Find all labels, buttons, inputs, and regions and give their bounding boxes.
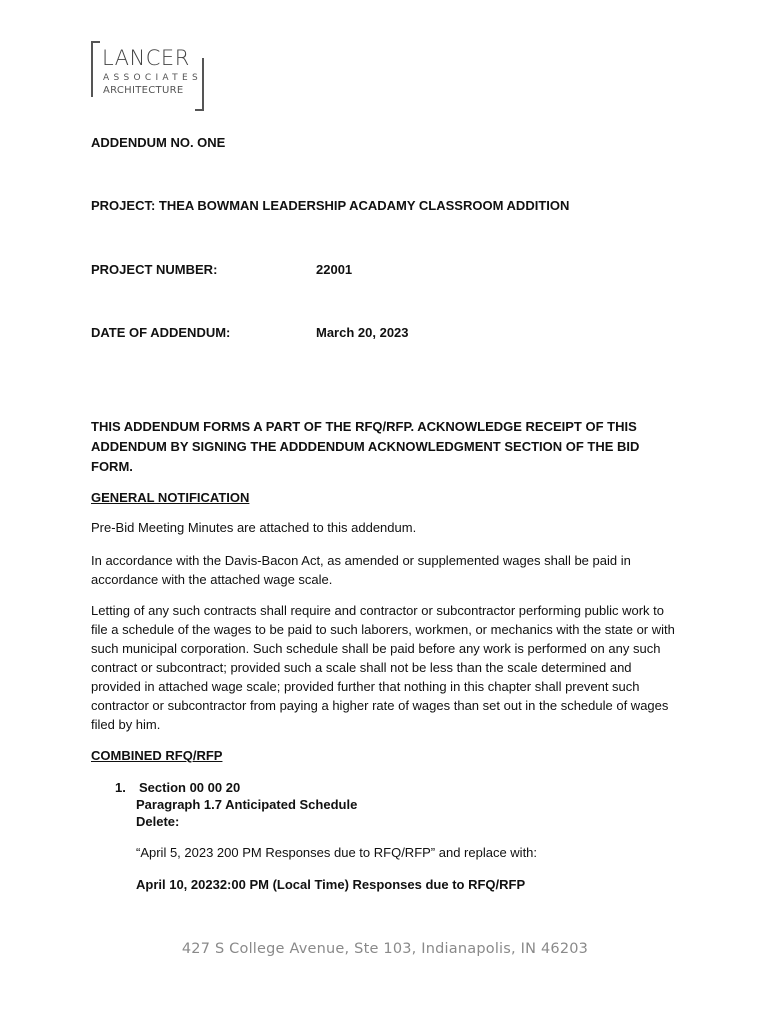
item-1-action: Delete: [136,814,180,829]
combined-rfq-rfp-heading: COMBINED RFQ/RFP [91,748,223,763]
general-notification-p2: In accordance with the Davis-Bacon Act, as amended or supplemented wages shall be paid in accordance with the attached wage scale. [91,553,631,587]
project-line: PROJECT: THEA BOWMAN LEADERSHIP ACADAMY CLASSROOM ADDITION [91,198,570,213]
project-number-label: PROJECT NUMBER: [91,262,218,277]
general-notification-p3: Letting of any such contracts shall require and contractor or subcontractor performing public work to file a schedule of the wages to be paid to such laborers, workmen, or mechanics with the state or with such municipal corporation. Such schedule shall be paid before any work is performed on any such contract or subcontract; provided such a scale shall not be less than the scale determined and provided in attached wage scale; provided further that nothing in this chapter shall prevent such contractor or subcontractor from paying a higher rate of wages than set out in the schedule of wages filed by him. [91,603,675,732]
general-notification-heading: GENERAL NOTIFICATION [91,490,250,505]
item-1-number: 1. [115,780,126,795]
logo-bracket-left [91,41,100,97]
logo-line-lancer: LANCER [102,46,190,70]
project-number-value: 22001 [316,262,353,277]
logo-bracket-right [195,58,204,111]
logo-line-architecture: ARCHITECTURE [103,85,184,96]
logo-line-associates: ASSOCIATES [103,73,202,83]
footer-address: 427 S College Avenue, Ste 103, Indianapolis, IN 46203 [181,941,589,957]
lancer-logo [91,41,204,111]
item-1-section: Section 00 00 20 [139,780,241,795]
date-of-addendum-label: DATE OF ADDENDUM: [91,325,231,340]
date-of-addendum-value: March 20, 2023 [316,325,409,340]
item-1-replacement-text: April 10, 20232:00 PM (Local Time) Responses due to RFQ/RFP [136,877,526,892]
item-1-original-text: “April 5, 2023 200 PM Responses due to RFQ/RFP” and replace with: [136,845,538,860]
addendum-title: ADDENDUM NO. ONE [91,135,226,150]
item-1-paragraph: Paragraph 1.7 Anticipated Schedule [136,797,358,812]
acknowledgment-notice: THIS ADDENDUM FORMS A PART OF THE RFQ/RFP. ACKNOWLEDGE RECEIPT OF THIS ADDENDUM BY SIGNING THE ADDDENDUM ACKNOWLEDGMENT SECTION OF THE BID FORM. [91,419,640,474]
general-notification-p1: Pre-Bid Meeting Minutes are attached to this addendum. [91,520,417,535]
